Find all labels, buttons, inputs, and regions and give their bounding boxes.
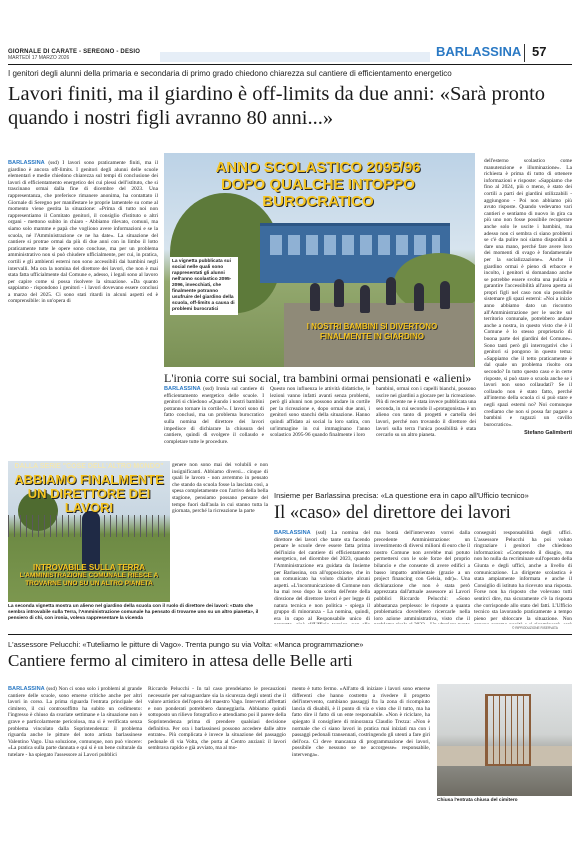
copyright-credit: © RIPRODUZIONE RISERVATA — [512, 626, 558, 630]
photo2-line-2: ABBIAMO FINALMENTE UN DIRETTORE DEI LAVORI — [14, 472, 164, 515]
photo-figure — [386, 277, 396, 305]
photo1-line-1: ANNO SCOLASTICO 2095/96 — [215, 159, 421, 176]
photo-figure — [310, 283, 320, 311]
second-tag: BARLASSINA — [164, 386, 201, 392]
third-column-3: conseguiti responsabilità degli uffici. L'assessore Pelucchi ha poi voluto ringraziare i genitori che chiedono informazioni: «Comprendo il disagio, ma non ho nulla da recriminare sull'operato della Giunta e degli uffici, anche a livello di comunicazione. La dirigente scolastica è stata ampiamente informata e anche il Consiglio di istituto ha ricevuto una risposta. Forse non ha risposto che volevano tutti sentirci dire, ma sicuramente c'è la risposta che corrisponde allo stato del fatti. L'Ufficio tecnico sta lavorando praticamente a tempo pieno per sbloccare la situazione. Non — [474, 530, 572, 622]
photo1-line-5: FINALMENTE IN GIARDINO — [320, 332, 424, 341]
header-rule — [8, 64, 572, 65]
photo-windows — [270, 235, 440, 255]
photo1-overlay-title — [168, 159, 468, 210]
second-headline: L'ironia corre sui social, tra bambini ormai pensionati e «alieni» — [164, 371, 472, 385]
third-headline: Il «caso» del direttore dei lavori — [274, 503, 511, 523]
publication-name: GIORNALE DI CARATE - SEREGNO - DESIO — [8, 49, 141, 55]
photo1-overlay-bottom — [274, 322, 470, 342]
photo1-line-3: BUROCRATICO — [262, 193, 374, 210]
photo1-line-4: I NOSTRI BAMBINI SI DIVERTONO — [306, 322, 438, 331]
photo-alien-figure — [82, 511, 100, 571]
fourth-column-1-text: (ssd) Non ci sono solo i problemi al grande cantiere delle scuole, sono emerse critiche anche per altri lavori in corso. La prima riguarda l'entrata principale del cimitero, il cui controsoffitto ha subito un cedimento: l'ingresso è chiuso da svariate settimane e la situazione non è grave e particolarmente pericolosa, ma si è verificata senza problema vincolato dalla Soprintendenza: il problema riguarda anche le pitture del noto artista barlassinese Valentino Vago. Una soluzione, comunque, non può vincere: «La pratica sulla parte dannata e qui si è un bene culturale da tutelare - ha spiegato l'assessore ai Lavori pubblici — [8, 686, 142, 758]
third-tag: BARLASSINA — [274, 530, 311, 536]
header-separator — [524, 44, 525, 62]
fourth-column-3: mento è tutto fermo. «All'atto di iniziare i lavori sono emerse differenti che hanno costretto a rivedere il progetto dell'intervento, cambiano passaggi fra la zona di ricompiuto lancia di disabili, è il punto di via e visto che il tutto, ma ha fatto dire il fatto di un ente responsabile. «Non è riciclare, ha spiegato il consigliere di minoranza Claudio Trezza: «Non è normale che ci siano lavori in pratica mai iniziati ma con i passaggi pedonali transennati, costringendo gli utenti a fare giri dell'oca. Ci deve mancanza di programmazione dei lavori, possibile che nessuno se ne accorgesse» responsabile, intervenga». — [292, 686, 430, 758]
section-name: BARLASSINA — [436, 44, 522, 59]
third-rubric: Insieme per Barlassina precisa: «La questione era in capo all'Ufficio tecnico» — [274, 491, 529, 500]
fourth-kicker: L'assessore Pelucchi: «Tuteliamo le pitture di Vago». Trenta pungo su via Volta: «Manca programmazione» — [8, 640, 364, 649]
photo2-line-1: DALLA SERIE "COSE DELL'ALTRO MONDO" — [14, 463, 164, 470]
photo-figure — [414, 283, 424, 311]
main-column-3-text: dell'esterno scolastico come manutenzione e illuminazione». La richiesta è prima di tutto di ottenere informazioni e risposte: «Sappiamo che fino al 2024, più o meno, è stato dei cortili a parti dei giardini utilizzabili - aggiungono - Poi non abbiamo più avuto risposte. Quando vedevamo vari cantieri e sentiamo di nuovo in gira ca più uno non fosse possibile recuperare anche solo le uscite i bambini, ma adesso non ci sembra ci siano problemi se c'è da pulire noi siamo disponibili a dare una mano, perché fare avere loro dei momenti di svago è fondamentale per la socializzazione». Anche il giardino ormai è pieno di erbacce e incolto, i genitori si domandano anche se potrebbe essere svolta una pulizia e garantire l'accessibilità all'area aperta ai propri figli nel caso non sia possibile sistemare gli spazi esterni: «Noi a inizio anno abbiamo dato un riscontro all'Amministrazione per le uscite sul territorio comunale, potrebbero andare anche a nostra, in questo visto che è il Comune è lo stesso proprietario di buona parte dei giardini del Comune». Sono tanti però gli interrogativi che i genitori si pongono in questo tema: «Sappiamo che il tetto praticamente è dal quale un problema risolto ora secondo? In tutto questo caso e in certe risposte, si può stare o scuola anche se i lavori non sono collaudati? Se il collaudo non è stato fatto, perché all'interno della scuola ci si può stare e negli spazi esterni no? Noi comunque crediamo che non si possa far pagare a bambini e ragazzi un cavillo burocratico». — [484, 158, 572, 428]
page-number: 57 — [532, 44, 547, 59]
third-column-1-text: (ssd) La nomina del direttore dei lavori che tante sta facendo penare le scuole deve essere fatta prima dell'inizio del cantiere di efficientamento energetico, nel dicembre del 2023, quando l'Amministrazione era guidata da Insieme per Barlassina, ora all'opposizione, che in un comunicato ha voluto chiarire alcuni aspetti. «L'incomunicazione di Comune non ha mai reso dopo la scelta dell'ente della direzione del direttore lavori è per legge di natura tecnica e non politica - spiega il gruppo di minoranza - La nomina, quindi, era in capo al Responsabile unico di — [274, 530, 370, 622]
cartoon-alien-director-photo — [8, 461, 170, 602]
photo-gate — [485, 694, 531, 766]
fourth-headline: Cantiere fermo al cimitero in attesa delle Belle arti — [8, 651, 353, 670]
photo-figure — [440, 281, 450, 309]
photo2-bottom — [10, 563, 168, 588]
fourth-tag: BARLASSINA — [8, 686, 45, 692]
left-continuation: genere non sono mai dei volubili e non insignificanti. Abbiamo diversi... cinque di quali le lavoro - non avremmo in pensato che stando da scuola fosse la lasciata così, a spesa completamente con l'arrivo della bella stagione, pensiamo possano pensare del tempo fuori dall'aula in cui stanno tutta la giornata, perché la ricreazione la parte — [172, 462, 268, 515]
main-headline: Lavori finiti, ma il giardino è off-limits da due anni: «Sarà pronto quando i nostri figli avranno 80 anni...» — [8, 83, 546, 129]
main-kicker: I genitori degli alunni della primaria e secondaria di primo grado chiedono chiarezza sul cantiere di efficientamento energetico — [8, 69, 452, 78]
second-column-1 — [164, 386, 264, 462]
photo-figure — [360, 285, 370, 313]
main-column-1-text: (ssd) I lavori sono praticamente finiti, ma il giardino è ancora off-limits. I genitori degli alunni delle scuole elementari e medie chiedono chiarezza sul tempi di conclusione dei lavori di efficientamento energetico dei cui plessi dell'istituto, che si trascinano ormai dalla fine di dicembre del 2023. Una rappresentanza, che preferisce rimanere anonima, ha contattato il Giornale di Seregno per manifestare le proprie lamentele su come al momento viene gestita la situazione: «Prima di tutto noi non rappresentiamo il Comitato genitori, il consiglio d'istituto o altri organi - mettono subito in chiaro - Abbiamo rilevato, comuni, ma siamo solo mamme e papà che vogliono avere informazioni e se la scuola, né l'Amministrazione ce ne ha date». La situazione del cantiere si protrae ormai da più di due anni con in limbo il lotto praticamente tutte le opere sono concluse, ma per un problema amministrativo non si può chiudere ufficialmente, per cui, in pratica, cortili e gli ambienti esterni non sono accessibili dai bambini negli intervalli. Ma ora la nomina del direttore dei lavori, che non è mai stata fatta ufficialmente dal Comune e, adesso, i legali sono al lavoro per capire come si possa risolvere la situazione. «Da quanto sappiamo - rispondono i genitori - i lavori dovevano essere conclusi a marzo del 2025. Ci sono stati ritardi in alcuni aspetti ed è comprensibile: in un'opera di — [8, 160, 158, 305]
third-column-1 — [274, 530, 370, 624]
third-column-2: ma bontà dell'intervento vorrei dalla precedente Amministrazione: un investimento di diversi milioni di euro che il nostro Comune non avrebbe mai potuto permettersi con le sole forze del proprio bilancio e che consente di avere edifici a basso impatto ambientale (grazie a un project financing con Gelsia, ndr)». Una dichiarazione che non è stata però apprezzata dall'attuale assessore ai Lavori pubblici Riccardo Pelucchi: «Sono abbastanza perplesso: le risposte a quanta problematica dovrebbero ricercarle nella loro azione amministrativa, visto che il — [374, 530, 470, 622]
main-column-3 — [484, 158, 572, 464]
second-column-2: Questo non influenza le attività didattiche, le lezioni vanno infatti avanti senza problemi, però gli alunni non possono andare in cortile per la ricreazione e, dopo ormai due anni, i genitori sono stanchi della situazione. Hanno quindi affidato ai social la loro satira, con un'immagine in cui immaginano l'anno scolastico 2095-96 quando finalmente i loro — [270, 386, 370, 439]
section-divider — [8, 634, 572, 635]
publication-date: MARTEDÌ 17 MARZO 2026 — [8, 55, 70, 61]
publication-block — [8, 49, 140, 61]
photo3-caption: Chiusa l'entrata chiusa del cimitero — [437, 798, 518, 803]
header-bar — [160, 52, 430, 62]
photo2-caption: La seconda vignetta mostra un alieno nel giardino della scuola con il ruolo di direttore dei lavori: «Dato che sembra introvabile sulla Terra, l'Amministrazione comunale ha pensato di trovarne uno su un altro pianeta», il pensiero di chi, con ironia, voleva rappresentare la vicenda — [8, 604, 259, 621]
second-column-1-text: (ssd) Ironia sul cantiere di efficientamento energetico delle scuole. I genitori si chiedono «Quando i nostri bambini potranno tornare in cortile?». I lavori sono di fatto conclusi, ma un problema burocratico sulla nomina del direttore dei lavori impedisce di dichiarare la chiusura del cantiere, quindi di svolgere il collaudo e completare tutte le procedure. — [164, 386, 264, 445]
photo1-line-2: DOPO QUALCHE INTOPPO — [221, 176, 415, 193]
photo1-caption: La vignetta pubblicata sui social nelle quali sono rappresentati gli alunni nell'anno scolastico 2095-2096, invecchiati, che finalmente potranno usufruire del giardino della scuola, off-limits a causa di problemi burocratici — [170, 257, 238, 315]
main-signature: Stefano Galimberti — [524, 430, 572, 437]
photo2-line-4: L'AMMINISTRAZIONE COMUNALE RIESCE A TROVARNE UNO SU UN ALTRO PIANETA — [19, 572, 159, 587]
page-header — [0, 0, 580, 66]
main-column-1 — [8, 160, 158, 446]
fourth-column-1 — [8, 686, 142, 804]
cemetery-entrance-photo — [437, 684, 572, 796]
fourth-column-2: Riccardo Pelucchi - In tal caso prendeiamo le precauzioni necessarie per salvaguardare sia la sicurezza degli utenti che il valore artistico dell'opera del maestro Vago. Interventi affrettati e non ponderati potrebbero danneggiarla. Abbiamo quindi sottoposto un rilievo fotografico e attendiamo poi il parere della Soprintendenza prima di prendere qualsiasi decisione definitiva. Per ora i barlassinesi possono accedere dalle altre entrate». Più complicata è invece la situazione del passaggio pedonale di via Volta, che porta al Centro anziani: il lavori sembrava rapido e già avviato, ma al mo- — [148, 686, 286, 752]
photo2-line-3: INTROVABILE SULLA TERRA — [33, 563, 145, 572]
photo-figure — [334, 279, 344, 307]
main-tag: BARLASSINA — [8, 160, 45, 166]
second-column-3: bambini, ormai con i capelli bianchi, possono uscire nei giardini a giocare per la ricreazione. Più di recente ne è stata invece pubblicata una seconda, in cui secondo il «protagonista» è un alieno con tanto di progetti e cartella dei lavori, perché non trovando il direttore dei lavori sulla terra l'unica possibilità è stata cercarlo su un altro pianeta. — [376, 386, 476, 439]
